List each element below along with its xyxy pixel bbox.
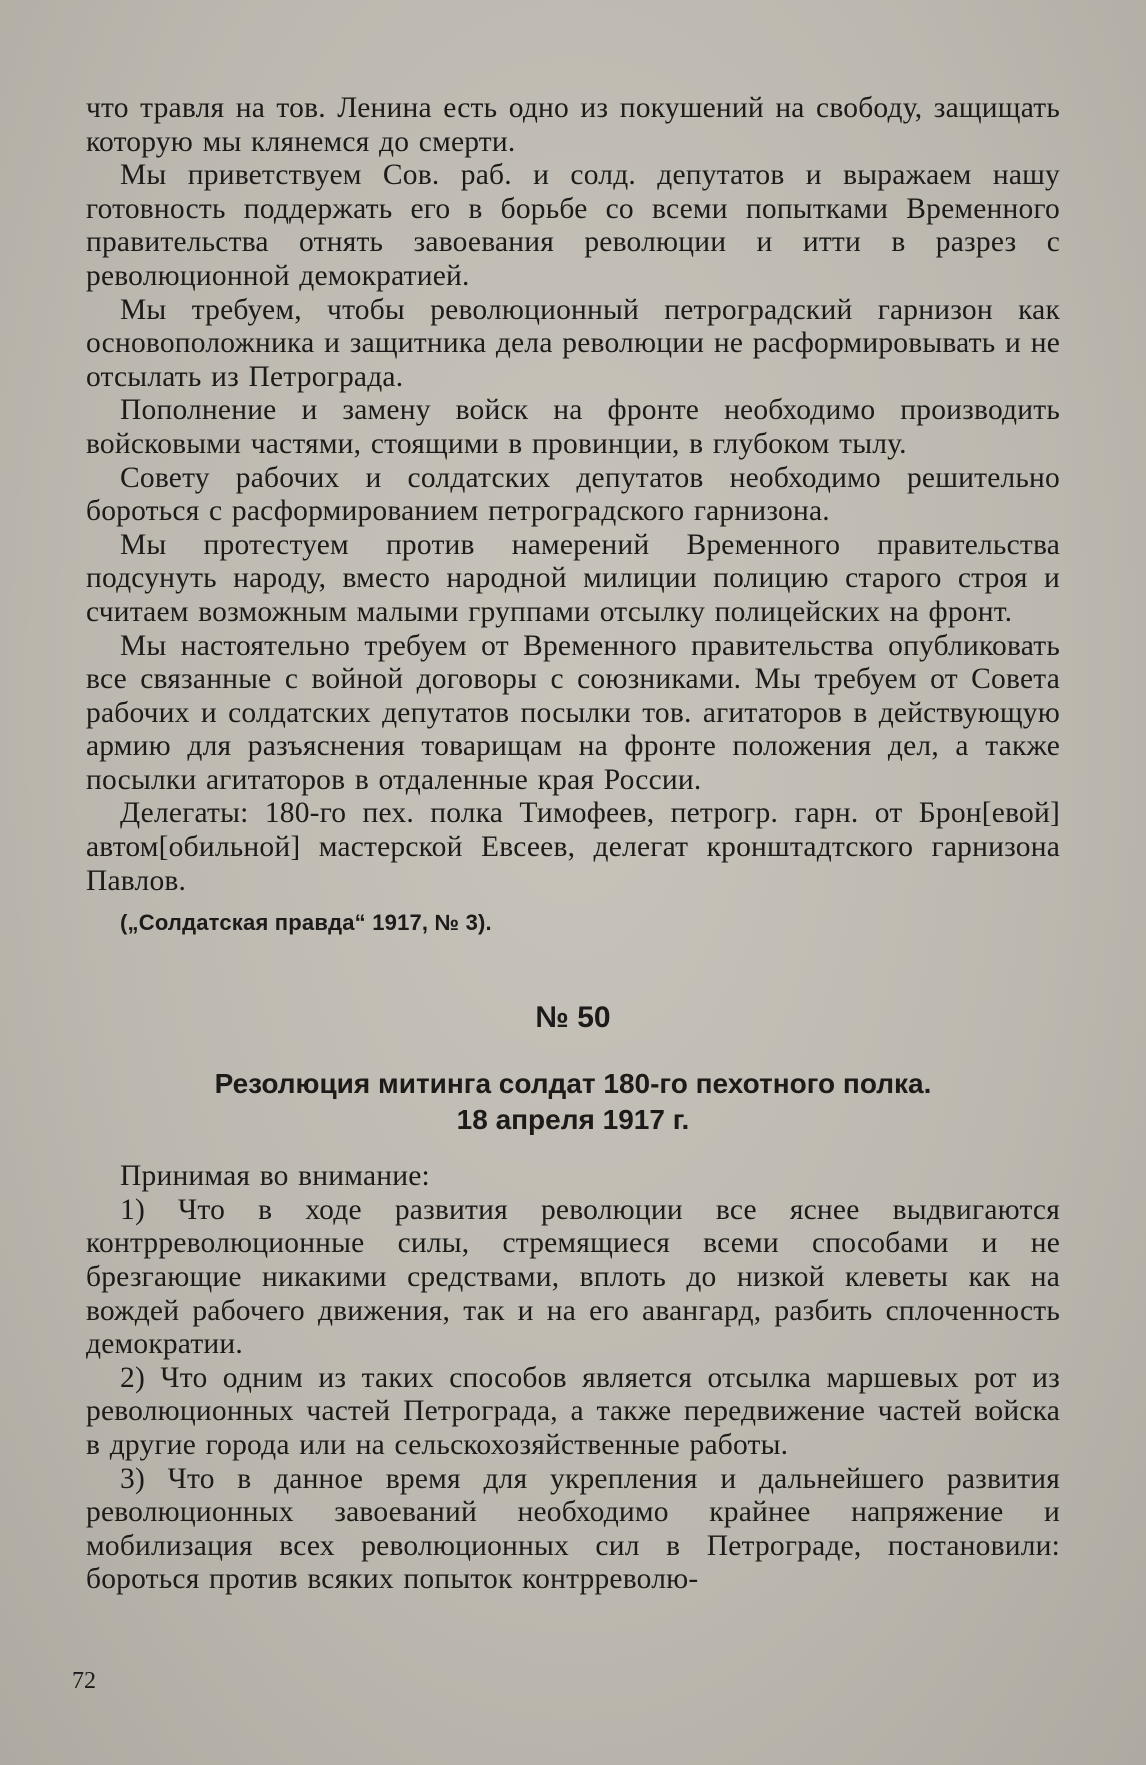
page-number: 72 bbox=[72, 1668, 96, 1694]
paragraph: Мы протестуем против намерений Временного правительства подсунуть народу, вместо народной милиции полицию старого строя и считаем возможным малыми группами отсылку полицейских на фронт. bbox=[86, 528, 1060, 628]
source-citation: („Солдатская правда“ 1917, № 3). bbox=[120, 910, 492, 936]
paragraph: 1) Что в ходе развития революции все яснее выдвигаются контрреволюционные силы, стремящиеся всеми способами и не брезгающие никакими средствами, вплоть до низкой клеветы как на вождей рабочего движения, так и на его авангард, разбить сплоченность демократии. bbox=[86, 1193, 1060, 1361]
paragraph: 3) Что в данное время для укрепления и дальнейшего развития революционных завоеваний необходимо крайнее напряжение и мобилизация всех революционных сил в Петрограде, постановили: бороться против всяких попыток контрреволю- bbox=[86, 1462, 1060, 1596]
document-title-line: Резолюция митинга солдат 180-го пехотного полка. bbox=[214, 1068, 932, 1100]
paragraph: Совету рабочих и солдатских депутатов необходимо решительно бороться с расформированием петроградского гарнизона. bbox=[86, 461, 1060, 528]
document-date: 18 апреля 1917 г. bbox=[456, 1104, 690, 1136]
paragraph: Делегаты: 180-го пех. полка Тимофеев, петрогр. гарн. от Брон[евой] автом[обильной] мастерской Евсеев, делегат кронштадтского гарнизона Павлов. bbox=[86, 797, 1060, 897]
page-content bbox=[86, 92, 1060, 1597]
document-body bbox=[86, 1160, 1060, 1597]
paragraph: 2) Что одним из таких способов является отсылка маршевых рот из революционных частей Петрограда, а также передвижение частей войска в другие города или на сельскохозяйственные работы. bbox=[86, 1361, 1060, 1461]
paragraph: Пополнение и замену войск на фронте необходимо производить войсковыми частями, стоящими в провинции, в глубоком тылу. bbox=[86, 394, 1060, 460]
paragraph: Мы настоятельно требуем от Временного правительства опубликовать все связанные с войной договоры с союзниками. Мы требуем от Совета рабочих и солдатских депутатов посылки тов. агитаторов в действующую армию для разъяснения товарищам на фронте положения дел, а также посылки агитаторов в отдаленные края России. bbox=[86, 629, 1060, 796]
paragraph: Мы приветствуем Сов. раб. и солд. депутатов и выражаем нашу готовность поддержать его в борьбе со всеми попытками Временного правительства отнять завоевания революции и итти в разрез с революционной демократией. bbox=[86, 159, 1060, 292]
paragraph: Мы требуем, чтобы революционный петроградский гарнизон как основоположника и защитника дела революции не расформировывать и не отсылать из Петрограда. bbox=[86, 293, 1060, 393]
paragraph: Принимая во внимание: bbox=[120, 1160, 430, 1193]
document-title bbox=[86, 1066, 1060, 1138]
document-number: № 50 bbox=[535, 1001, 611, 1035]
paragraph: что травля на тов. Ленина есть одно из покушений на свободу, защищать которую мы клянемся до смерти. bbox=[86, 92, 1060, 158]
